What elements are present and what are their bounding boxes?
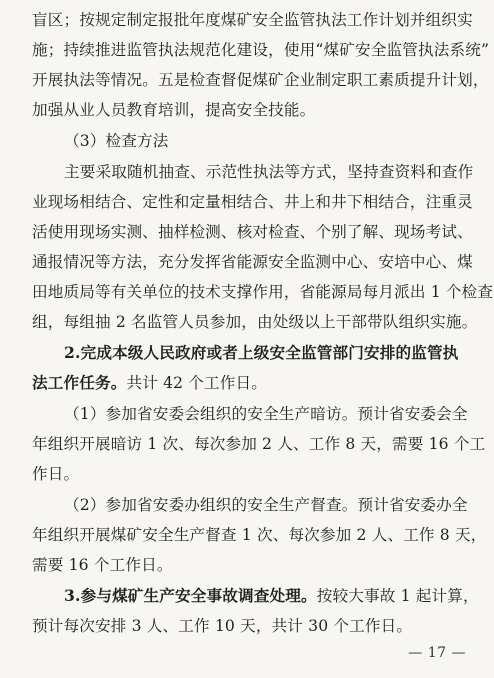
heading-normal-part: 共计 42 个工作日。 [126, 374, 268, 392]
text-line: （2）参加省安委办组织的安全生产督查。预计省安委办全 [64, 496, 468, 514]
heading-bold-part: 3.参与煤矿生产安全事故调查处理。 [64, 586, 317, 605]
text-line: 业现场相结合、定性和定量相结合、井上和井下相结合，注重灵 [32, 193, 473, 211]
heading-normal-part: 按较大事故 1 起计算， [316, 587, 479, 605]
heading-bold-part: 法工作任务。 [32, 373, 127, 392]
mixed-heading-line [64, 582, 479, 610]
text-line: （1）参加省安委会组织的安全生产暗访。预计省安委会全 [64, 405, 468, 423]
text-line: 加强从业人员教育培训，提高安全技能。 [32, 101, 316, 119]
text-line: 施；持续推进监管执法规范化建设，使用“煤矿安全监管执法系统” [32, 41, 490, 59]
text-line: 盲区；按规定制定报批年度煤矿安全监管执法工作计划并组织实 [32, 11, 473, 29]
text-line: 通报情况等方法，充分发挥省能源安全监测中心、安培中心、煤 [32, 253, 473, 271]
text-line: 年组织开展煤矿安全生产督查 1 次、每次参加 2 人、工作 8 天， [32, 526, 487, 544]
text-line: 开展执法等情况。五是检查督促煤矿企业制定职工素质提升计划， [32, 71, 489, 89]
text-line: 主要采取随机抽查、示范性执法等方式，坚持查资料和查作 [64, 163, 474, 181]
text-line: 需要 16 个工作日。 [32, 556, 173, 574]
text-line: 年组织开展暗访 1 次、每次参加 2 人、工作 8 天，需要 16 个工 [32, 435, 486, 453]
text-line: 作日。 [32, 465, 80, 483]
text-line: 活使用现场实测、抽样检测、核对检查、个别了解、现场考试、 [32, 223, 473, 241]
mixed-heading-line [32, 369, 267, 397]
bold-heading-line: 2.完成本级人民政府或者上级安全监管部门安排的监管执 [64, 343, 459, 362]
page-number: — 17 — [408, 645, 466, 661]
section-heading: （3）检查方法 [64, 132, 169, 150]
text-line: 组，每组抽 2 名监管人员参加，由处级以上干部带队组织实施。 [32, 313, 478, 331]
text-line: 田地质局等有关单位的技术支撑作用，省能源局每月派出 1 个检查 [32, 283, 494, 301]
text-line: 预计每次安排 3 人、工作 10 天，共计 30 个工作日。 [32, 617, 413, 635]
